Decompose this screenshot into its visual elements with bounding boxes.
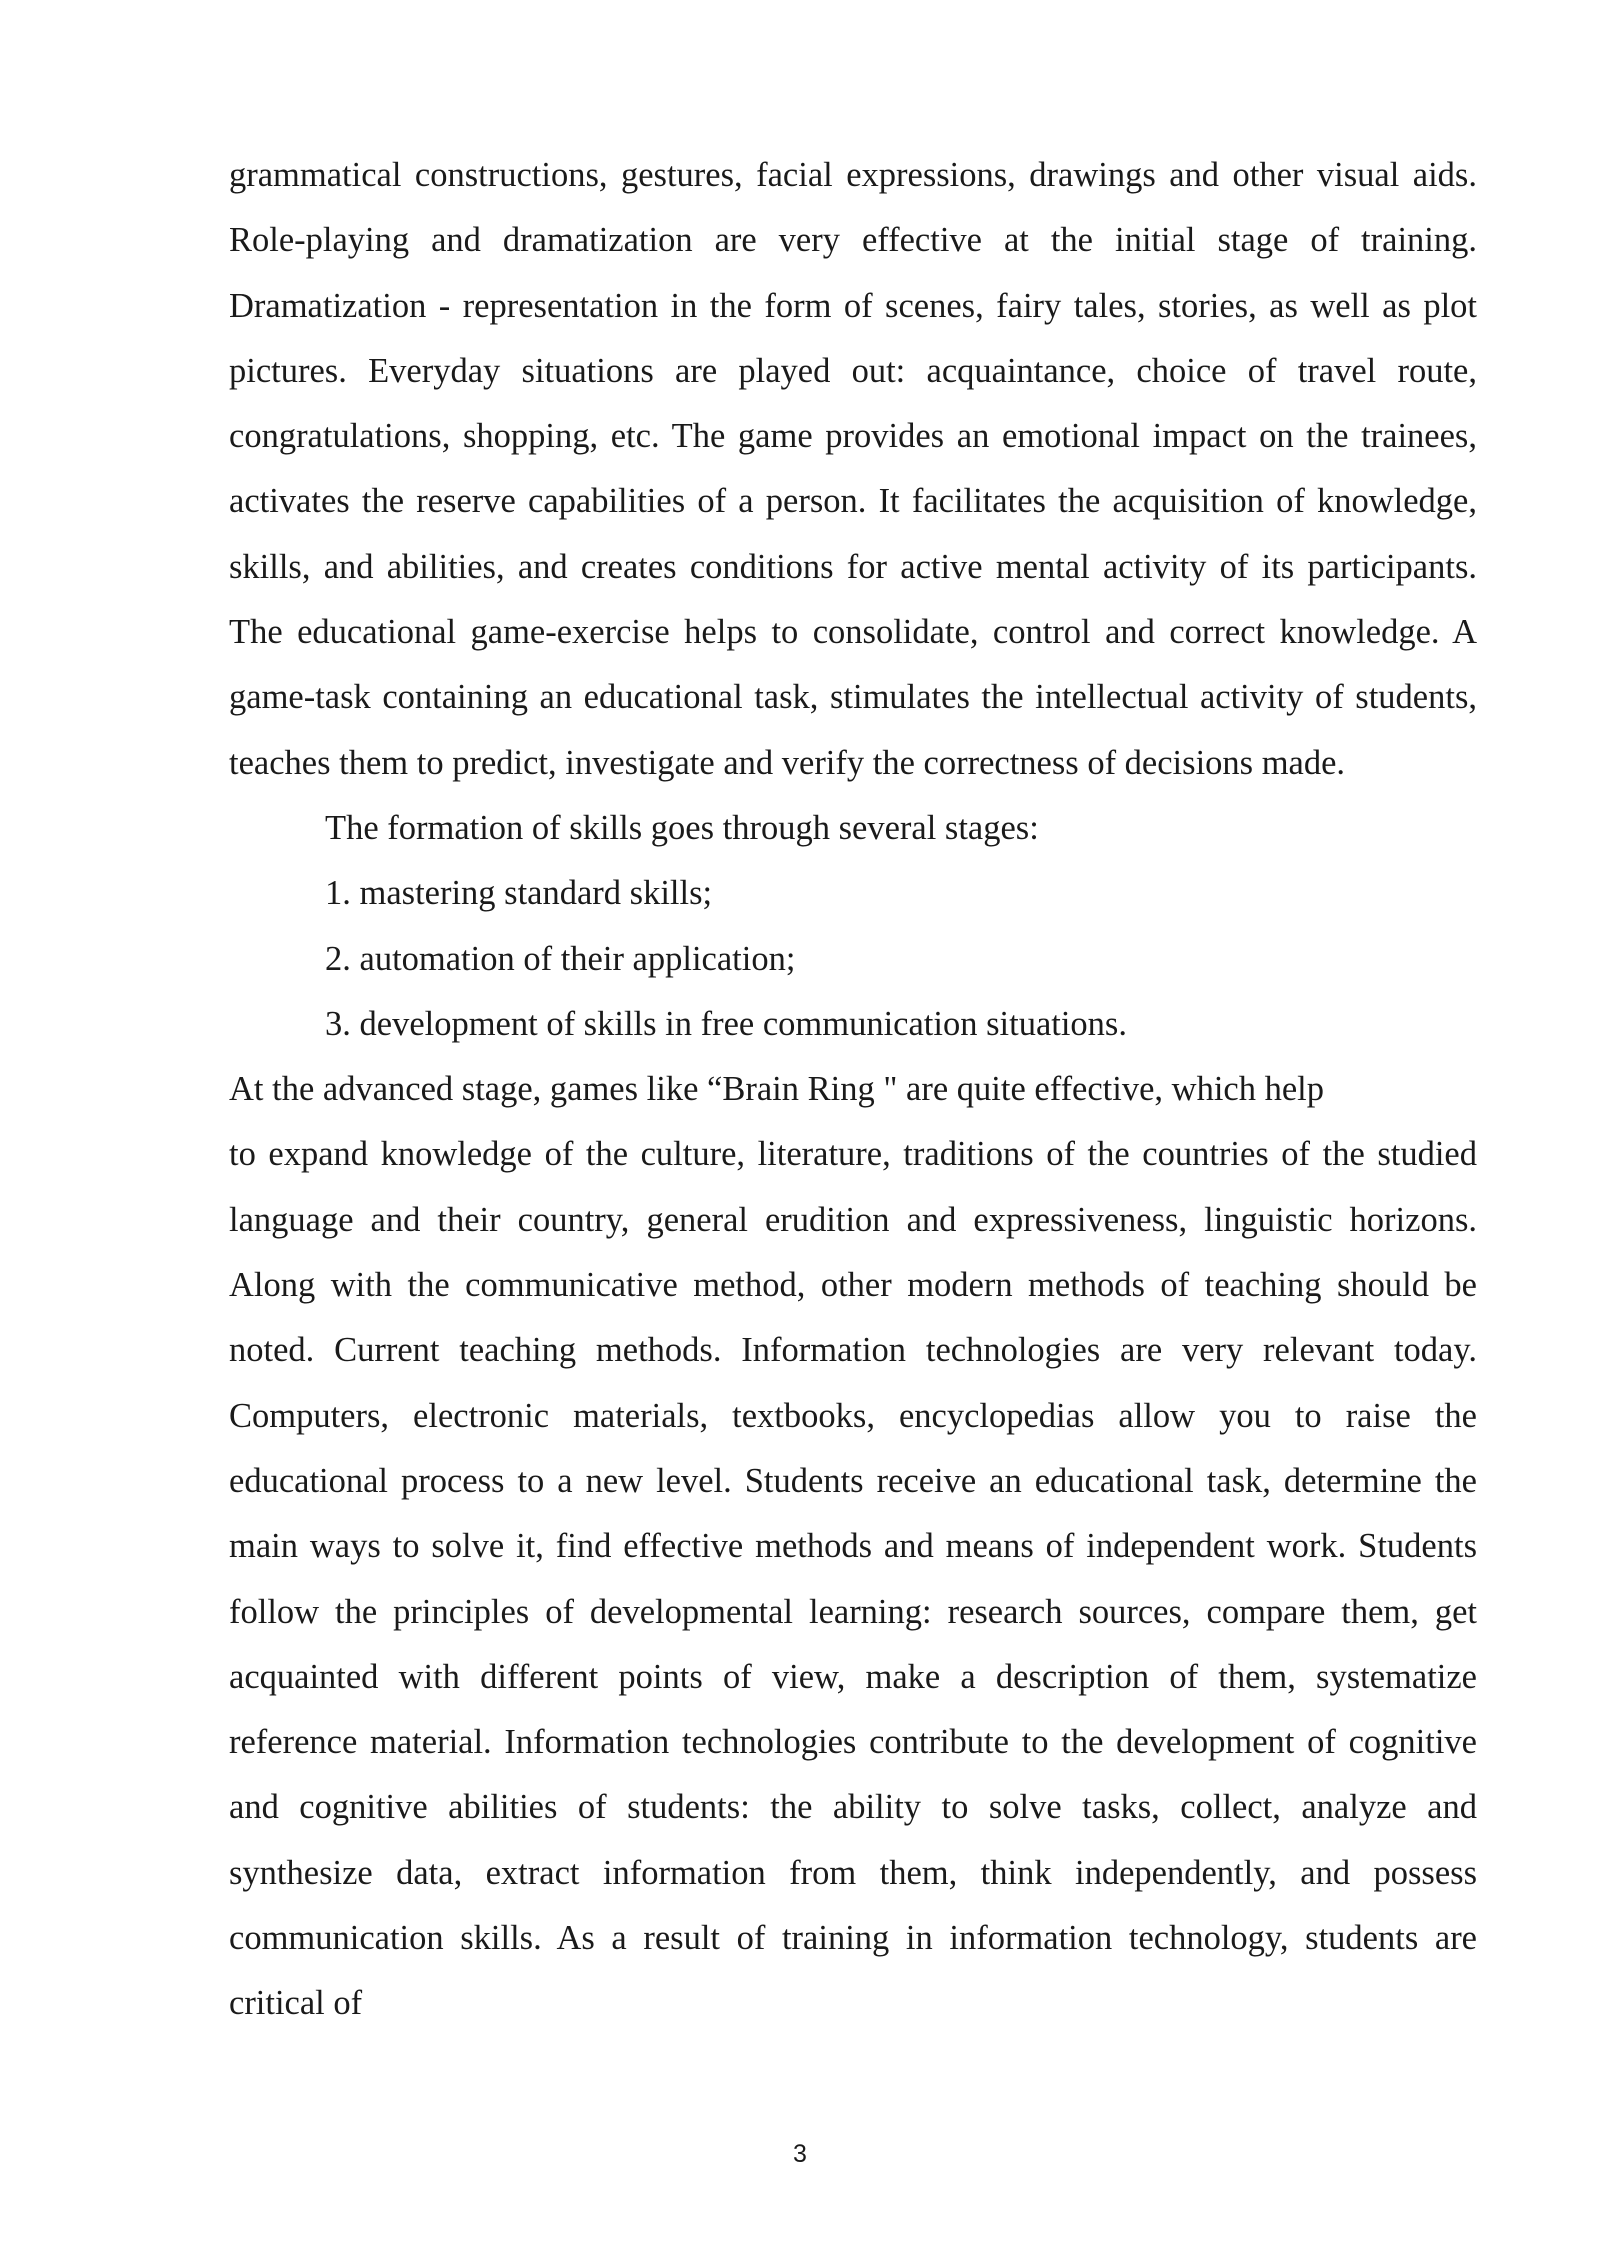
- paragraph-advanced-stage-first-line: At the advanced stage, games like “Brain Ring " are quite effective, which help: [229, 1070, 1325, 1109]
- paragraph-game-methods: grammatical constructions, gestures, facial expressions, drawings and other visual aids. Role-playing and dramatization are very effective at the initial stage of training. Dramatization - representation in the form of scenes, fairy tales, stories, as well as plot pictures. Everyday situations are played out: acquaintance, choice of travel route, congratulations, shopping, etc. The game provides an emotional impact on the trainees, activates the reserve capabilities of a person. It facilitates the acquisition of knowledge, skills, and abilities, and creates conditions for active mental activity of its participants. The educational game-exercise helps to consolidate, control and correct knowledge. A game-task containing an educational task, stimulates the intellectual activity of students, teaches them to predict, investigate and verify the correctness of decisions made.: [229, 156, 1477, 782]
- body-text: [229, 143, 1477, 2037]
- page-number: 3: [793, 2140, 807, 2168]
- stages-intro: The formation of skills goes through several stages:: [325, 808, 1039, 847]
- paragraph-information-technologies: to expand knowledge of the culture, literature, traditions of the countries of the studied language and their country, general erudition and expressiveness, linguistic horizons. Along with the communicative method, other modern methods of teaching should be noted. Current teaching methods. Information technologies are very relevant today. Computers, electronic materials, textbooks, encyclopedias allow you to raise the educational process to a new level. Students receive an educational task, determine the main ways to solve it, find effective methods and means of independent work. Students follow the principles of developmental learning: research sources, compare them, get acquainted with different points of view, make a description of them, systematize reference material. Information technologies contribute to the development of cognitive and cognitive abilities of students: the ability to solve tasks, collect, analyze and synthesize data, extract information from them, think independently, and possess communication skills. As a result of training in information technology, students are critical of: [229, 1135, 1477, 2023]
- stage-item-2: 2. automation of their application;: [325, 939, 796, 978]
- stage-item-3: 3. development of skills in free communication situations.: [325, 1004, 1127, 1043]
- stage-item-1: 1. mastering standard skills;: [325, 874, 713, 913]
